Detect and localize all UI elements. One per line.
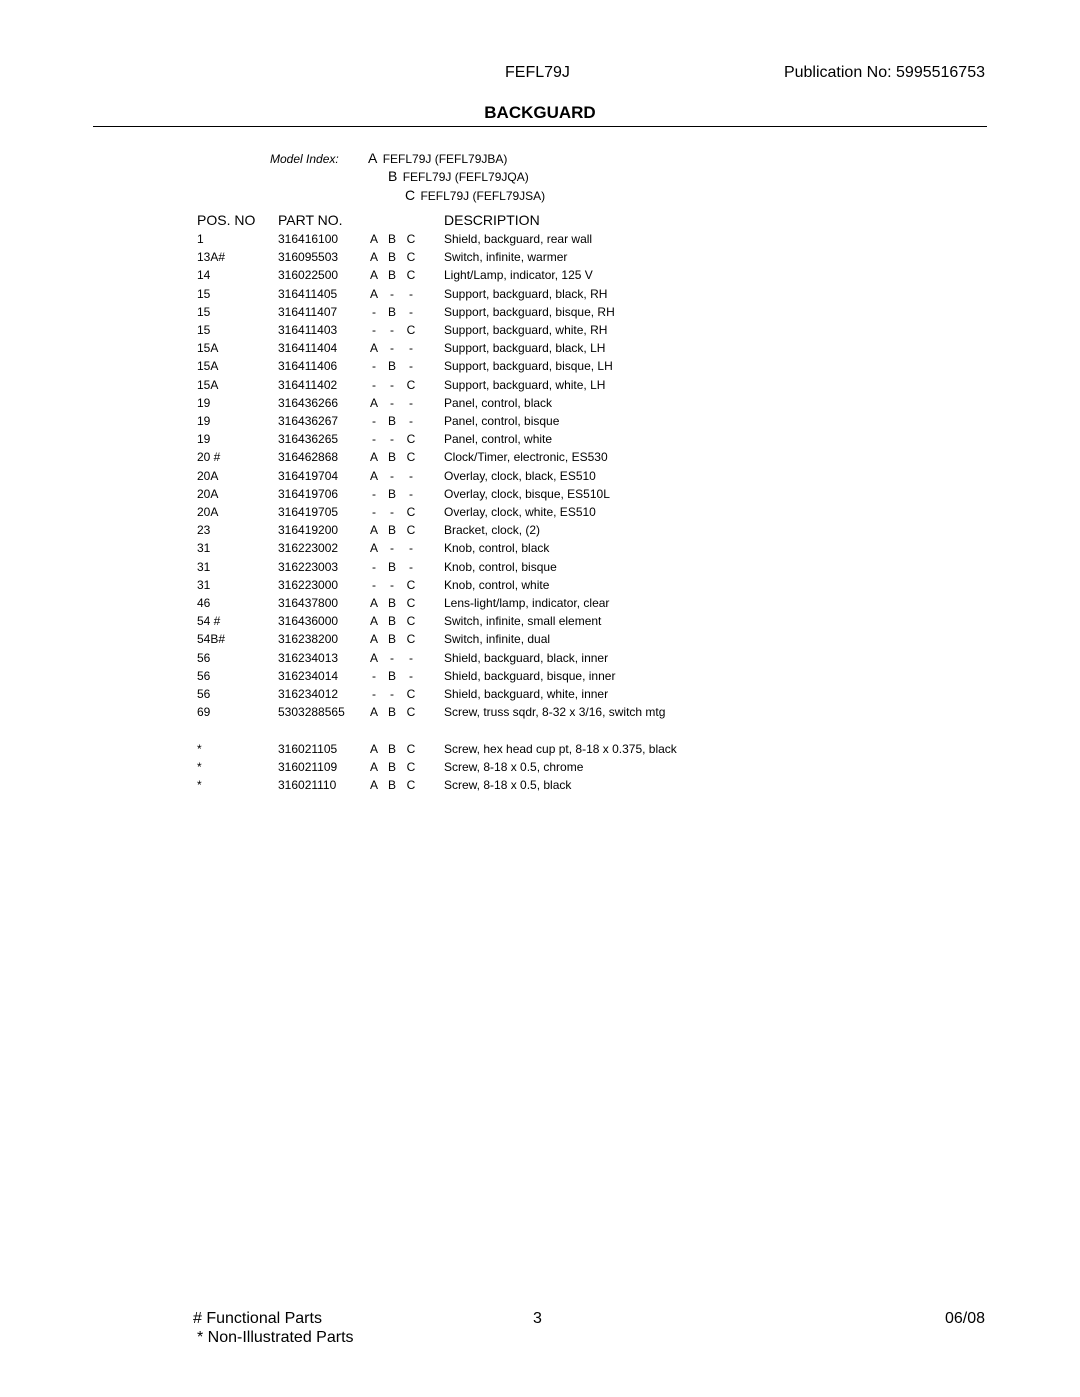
description-cell: Switch, infinite, small element: [444, 614, 602, 628]
part-number-cell: 316234012: [278, 687, 339, 701]
model-index-letter: B: [388, 168, 398, 184]
model-a-cell: A: [369, 705, 378, 719]
model-c-cell: C: [406, 268, 416, 282]
model-a-cell: A: [369, 523, 378, 537]
part-number-cell: 316223002: [278, 541, 339, 555]
model-a-cell: A: [369, 287, 378, 301]
model-c-cell: C: [406, 578, 416, 592]
description-cell: Support, backguard, white, LH: [444, 378, 606, 392]
table-row: [0, 341, 1080, 359]
table-row: [0, 487, 1080, 505]
table-row: [0, 705, 1080, 723]
part-number-cell: 316411406: [278, 359, 338, 373]
model-b-cell: -: [390, 651, 394, 665]
table-row: [0, 287, 1080, 305]
part-number-cell: 316223003: [278, 560, 339, 574]
model-b-cell: B: [387, 414, 396, 428]
description-cell: Lens-light/lamp, indicator, clear: [444, 596, 610, 610]
model-b-cell: B: [387, 760, 396, 774]
model-b-cell: -: [390, 432, 394, 446]
model-b-cell: B: [387, 487, 396, 501]
table-row: [0, 432, 1080, 450]
model-b-cell: B: [387, 359, 396, 373]
model-b-cell: B: [387, 250, 396, 264]
model-index-label: Model Index:: [270, 152, 339, 166]
description-cell: Panel, control, white: [444, 432, 553, 446]
model-index-entry-a: [368, 150, 507, 166]
description-cell: Light/Lamp, indicator, 125 V: [444, 268, 593, 282]
pos-cell: 31: [197, 541, 211, 555]
description-cell: Panel, control, black: [444, 396, 553, 410]
description-cell: Screw, 8-18 x 0.5, black: [444, 778, 572, 792]
description-cell: Shield, backguard, bisque, inner: [444, 669, 616, 683]
pos-cell: 20A: [197, 469, 219, 483]
part-number-cell: 316021109: [278, 760, 338, 774]
table-row: [0, 760, 1080, 778]
part-number-cell: 316436265: [278, 432, 339, 446]
non-illustrated-parts-legend: * Non-Illustrated Parts: [197, 1329, 354, 1346]
pos-cell: 20 #: [197, 450, 221, 464]
model-a-cell: -: [372, 578, 376, 592]
model-a-cell: -: [372, 687, 376, 701]
model-c-cell: C: [406, 632, 416, 646]
pos-cell: *: [197, 778, 202, 792]
model-c-cell: -: [409, 305, 413, 319]
pos-cell: 19: [197, 414, 211, 428]
part-number-cell: 316419200: [278, 523, 339, 537]
publication-number: Publication No: 5995516753: [783, 64, 985, 81]
part-number-cell: 316436267: [278, 414, 339, 428]
pos-cell: 56: [197, 651, 211, 665]
part-number-cell: 316411407: [278, 305, 338, 319]
model-a-cell: A: [369, 541, 378, 555]
column-header-description: DESCRIPTION: [444, 212, 540, 228]
model-index-entry-b: [388, 168, 529, 184]
table-row: [0, 632, 1080, 650]
model-c-cell: -: [409, 287, 413, 301]
model-a-cell: A: [369, 250, 378, 264]
table-row: [0, 523, 1080, 541]
model-c-cell: C: [406, 760, 416, 774]
model-a-cell: A: [369, 596, 378, 610]
pos-cell: 56: [197, 669, 211, 683]
model-a-cell: A: [369, 778, 378, 792]
table-row: [0, 541, 1080, 559]
column-header-pos: POS. NO: [197, 212, 256, 228]
model-index-text: FEFL79J (FEFL79JSA): [420, 189, 546, 203]
pos-cell: *: [197, 760, 202, 774]
description-cell: Knob, control, black: [444, 541, 550, 555]
pos-cell: 23: [197, 523, 211, 537]
model-a-cell: -: [372, 359, 376, 373]
pos-cell: 20A: [197, 487, 219, 501]
part-number-cell: 316419706: [278, 487, 339, 501]
model-c-cell: C: [406, 323, 416, 337]
model-index-text: FEFL79J (FEFL79JBA): [382, 152, 508, 166]
table-row: [0, 250, 1080, 268]
model-b-cell: B: [387, 614, 396, 628]
description-cell: Screw, 8-18 x 0.5, chrome: [444, 760, 584, 774]
model-a-cell: A: [369, 651, 378, 665]
description-cell: Screw, hex head cup pt, 8-18 x 0.375, black: [444, 742, 677, 756]
table-row: [0, 651, 1080, 669]
model-a-cell: -: [372, 505, 376, 519]
model-b-cell: B: [387, 560, 396, 574]
model-b-cell: B: [387, 523, 396, 537]
part-number-cell: 316021110: [278, 778, 337, 792]
model-c-cell: -: [409, 487, 413, 501]
pos-cell: 13A#: [197, 250, 226, 264]
model-b-cell: -: [390, 378, 394, 392]
table-row: [0, 596, 1080, 614]
model-a-cell: A: [369, 742, 378, 756]
model-c-cell: C: [406, 432, 416, 446]
model-c-cell: -: [409, 560, 413, 574]
model-number: FEFL79J: [505, 64, 570, 81]
part-number-cell: 316411405: [278, 287, 338, 301]
pos-cell: 15A: [197, 341, 219, 355]
model-index-letter: C: [405, 187, 416, 203]
part-number-cell: 316234013: [278, 651, 339, 665]
model-c-cell: C: [406, 742, 416, 756]
model-b-cell: B: [387, 268, 396, 282]
title-divider: [93, 126, 987, 127]
pos-cell: 15: [197, 305, 211, 319]
model-c-cell: -: [409, 469, 413, 483]
table-row: [0, 396, 1080, 414]
table-row: [0, 232, 1080, 250]
model-b-cell: -: [390, 541, 394, 555]
model-b-cell: B: [387, 705, 396, 719]
model-b-cell: B: [387, 596, 396, 610]
model-b-cell: B: [387, 669, 396, 683]
description-cell: Clock/Timer, electronic, ES530: [444, 450, 608, 464]
functional-parts-legend: # Functional Parts: [193, 1310, 322, 1327]
page-title: BACKGUARD: [484, 103, 596, 122]
model-b-cell: -: [390, 341, 394, 355]
model-a-cell: -: [372, 560, 376, 574]
model-c-cell: C: [406, 378, 416, 392]
description-cell: Support, backguard, bisque, LH: [444, 359, 613, 373]
table-row: [0, 505, 1080, 523]
table-row: [0, 778, 1080, 796]
pos-cell: 15: [197, 323, 211, 337]
pos-cell: 20A: [197, 505, 219, 519]
model-c-cell: C: [406, 505, 416, 519]
model-b-cell: B: [387, 305, 396, 319]
model-index-letter: A: [368, 150, 378, 166]
part-number-cell: 5303288565: [278, 705, 345, 719]
model-a-cell: A: [369, 469, 378, 483]
pos-cell: 15: [197, 287, 211, 301]
model-a-cell: A: [369, 396, 378, 410]
pos-cell: 1: [197, 232, 204, 246]
model-a-cell: -: [372, 323, 376, 337]
column-header-part: PART NO.: [278, 212, 343, 228]
description-cell: Shield, backguard, black, inner: [444, 651, 609, 665]
table-row: [0, 323, 1080, 341]
model-c-cell: C: [406, 614, 416, 628]
part-number-cell: 316411403: [278, 323, 338, 337]
part-number-cell: 316095503: [278, 250, 339, 264]
table-row: [0, 268, 1080, 286]
model-index-text: FEFL79J (FEFL79JQA): [402, 170, 529, 184]
model-b-cell: -: [390, 687, 394, 701]
model-b-cell: -: [390, 323, 394, 337]
table-row: [0, 378, 1080, 396]
pos-cell: 54 #: [197, 614, 221, 628]
table-row: [0, 305, 1080, 323]
pos-cell: 54B#: [197, 632, 226, 646]
part-number-cell: 316419704: [278, 469, 339, 483]
table-row: [0, 560, 1080, 578]
revision-date: 06/08: [944, 1310, 985, 1327]
table-row: [0, 687, 1080, 705]
model-c-cell: -: [409, 359, 413, 373]
table-row: [0, 450, 1080, 468]
part-number-cell: 316022500: [278, 268, 339, 282]
model-b-cell: B: [387, 778, 396, 792]
table-row: [0, 469, 1080, 487]
pos-cell: 31: [197, 560, 211, 574]
model-a-cell: A: [369, 232, 378, 246]
description-cell: Overlay, clock, white, ES510: [444, 505, 596, 519]
model-c-cell: C: [406, 778, 416, 792]
description-cell: Support, backguard, bisque, RH: [444, 305, 615, 319]
table-row: [0, 578, 1080, 596]
part-number-cell: 316411402: [278, 378, 338, 392]
model-b-cell: -: [390, 505, 394, 519]
table-row: [0, 614, 1080, 632]
pos-cell: 46: [197, 596, 211, 610]
model-a-cell: -: [372, 305, 376, 319]
model-b-cell: -: [390, 469, 394, 483]
description-cell: Support, backguard, black, RH: [444, 287, 608, 301]
pos-cell: *: [197, 742, 202, 756]
model-a-cell: -: [372, 669, 376, 683]
pos-cell: 14: [197, 268, 211, 282]
table-row: [0, 669, 1080, 687]
description-cell: Switch, infinite, dual: [444, 632, 551, 646]
model-c-cell: C: [406, 450, 416, 464]
description-cell: Knob, control, bisque: [444, 560, 557, 574]
pos-cell: 19: [197, 396, 211, 410]
model-a-cell: -: [372, 414, 376, 428]
model-a-cell: A: [369, 632, 378, 646]
model-a-cell: A: [369, 760, 378, 774]
model-a-cell: A: [369, 450, 378, 464]
description-cell: Shield, backguard, white, inner: [444, 687, 609, 701]
model-c-cell: C: [406, 232, 416, 246]
model-c-cell: -: [409, 414, 413, 428]
model-c-cell: -: [409, 396, 413, 410]
model-a-cell: A: [369, 268, 378, 282]
description-cell: Support, backguard, white, RH: [444, 323, 608, 337]
part-number-cell: 316238200: [278, 632, 339, 646]
model-b-cell: B: [387, 742, 396, 756]
model-b-cell: -: [390, 396, 394, 410]
description-cell: Switch, infinite, warmer: [444, 250, 568, 264]
model-c-cell: -: [409, 669, 413, 683]
description-cell: Overlay, clock, black, ES510: [444, 469, 596, 483]
description-cell: Knob, control, white: [444, 578, 550, 592]
table-row: [0, 359, 1080, 377]
model-b-cell: -: [390, 287, 394, 301]
description-cell: Bracket, clock, (2): [444, 523, 541, 537]
model-c-cell: C: [406, 250, 416, 264]
model-a-cell: -: [372, 378, 376, 392]
description-cell: Panel, control, bisque: [444, 414, 560, 428]
model-c-cell: -: [409, 341, 413, 355]
pos-cell: 69: [197, 705, 211, 719]
part-number-cell: 316223000: [278, 578, 339, 592]
part-number-cell: 316462868: [278, 450, 339, 464]
pos-cell: 19: [197, 432, 211, 446]
table-row: [0, 742, 1080, 760]
pos-cell: 15A: [197, 378, 219, 392]
model-c-cell: C: [406, 687, 416, 701]
part-number-cell: 316416100: [278, 232, 339, 246]
model-a-cell: A: [369, 341, 378, 355]
model-c-cell: -: [409, 651, 413, 665]
part-number-cell: 316436000: [278, 614, 339, 628]
model-a-cell: -: [372, 432, 376, 446]
part-number-cell: 316437800: [278, 596, 339, 610]
part-number-cell: 316021105: [278, 742, 338, 756]
pos-cell: 15A: [197, 359, 219, 373]
part-number-cell: 316436266: [278, 396, 339, 410]
description-cell: Screw, truss sqdr, 8-32 x 3/16, switch mtg: [444, 705, 666, 719]
model-b-cell: -: [390, 578, 394, 592]
model-c-cell: C: [406, 523, 416, 537]
model-c-cell: C: [406, 705, 416, 719]
page-number: 3: [533, 1310, 542, 1327]
model-c-cell: C: [406, 596, 416, 610]
model-b-cell: B: [387, 232, 396, 246]
pos-cell: 31: [197, 578, 211, 592]
table-row: [0, 414, 1080, 432]
model-index-entry-c: [405, 187, 545, 203]
model-a-cell: -: [372, 487, 376, 501]
model-c-cell: -: [409, 541, 413, 555]
model-b-cell: B: [387, 450, 396, 464]
part-number-cell: 316419705: [278, 505, 339, 519]
description-cell: Overlay, clock, bisque, ES510L: [444, 487, 610, 501]
model-b-cell: B: [387, 632, 396, 646]
part-number-cell: 316234014: [278, 669, 339, 683]
description-cell: Shield, backguard, rear wall: [444, 232, 593, 246]
model-a-cell: A: [369, 614, 378, 628]
part-number-cell: 316411404: [278, 341, 338, 355]
pos-cell: 56: [197, 687, 211, 701]
description-cell: Support, backguard, black, LH: [444, 341, 606, 355]
